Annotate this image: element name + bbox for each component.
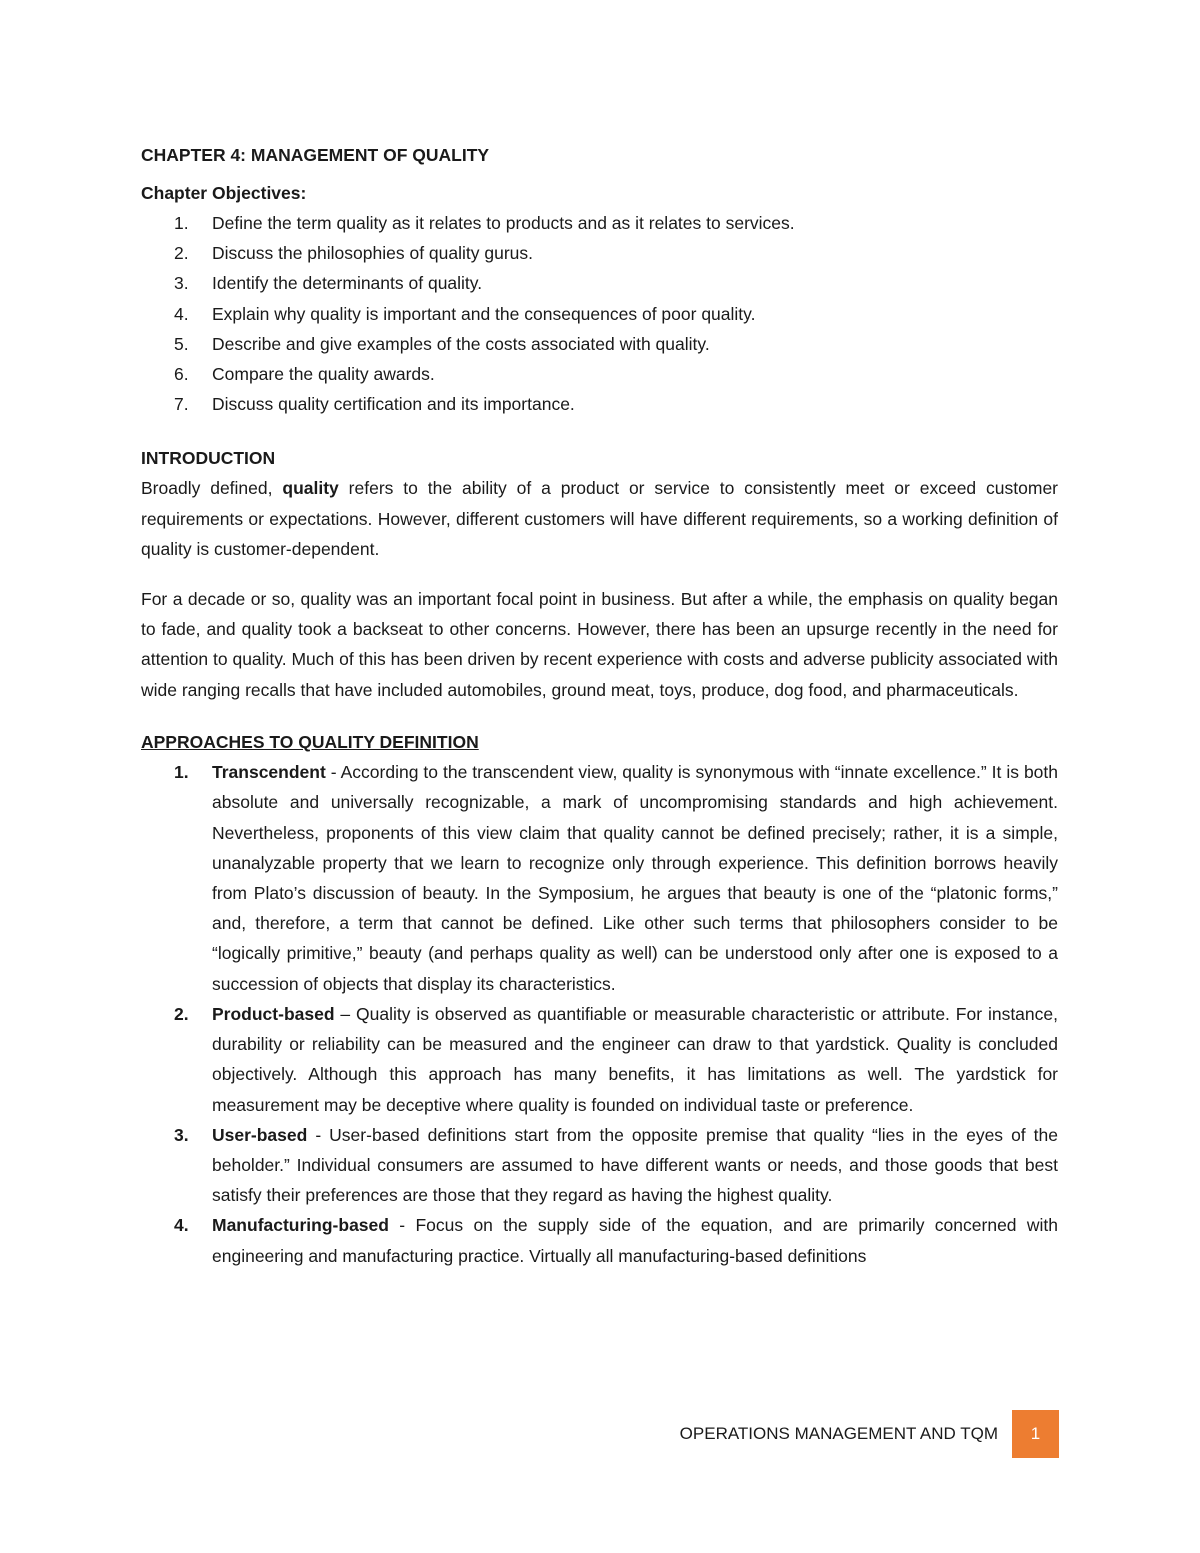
approach-item — [141, 999, 1058, 1120]
footer-title: OPERATIONS MANAGEMENT AND TQM — [679, 1424, 998, 1443]
approach-number: 3. — [174, 1124, 189, 1145]
objective-number: 4. — [174, 303, 189, 324]
objective-item — [141, 299, 1058, 329]
intro-text-before: Broadly defined, — [141, 478, 283, 499]
chapter-title: CHAPTER 4: MANAGEMENT OF QUALITY — [141, 145, 490, 165]
introduction-heading: INTRODUCTION — [141, 448, 276, 469]
approaches-heading: APPROACHES TO QUALITY DEFINITION — [141, 732, 479, 753]
approaches-list — [141, 757, 1058, 1270]
objective-item — [141, 389, 1058, 419]
approach-number: 4. — [174, 1215, 189, 1236]
objectives-label: Chapter Objectives: — [141, 183, 307, 203]
approach-description: – Quality is observed as quantifiable or measurable characteristic or attribute. For instance, durability or reliability can be measured and the engineer can draw to that yardstick. Quality is concluded objectively. Although this approach has many benefits, it has limitations as well. The yardstick for measurement may be deceptive where quality is founded on individual taste or preference. — [212, 1003, 1058, 1115]
introduction-paragraph-2: For a decade or so, quality was an important focal point in business. But after a while, the emphasis on quality began to fade, and quality took a backseat to other concerns. However, there has been an upsurge recently in the need for attention to quality. Much of this has been driven by recent experience with costs and adverse publicity associated with wide ranging recalls that have included automobiles, ground meat, toys, produce, dog food, and pharmaceuticals. — [141, 588, 1058, 700]
objective-number: 5. — [174, 333, 189, 354]
approach-text — [212, 1120, 1058, 1211]
approach-description: - Focus on the supply side of the equation, and are primarily concerned with engineering and manufacturing practice. Virtually all manufacturing-based definitions — [212, 1215, 1058, 1266]
quality-term: quality — [282, 478, 339, 499]
objective-number: 3. — [174, 273, 189, 294]
page-content — [141, 140, 1058, 1271]
objective-item — [141, 359, 1058, 389]
objective-text: Explain why quality is important and the consequences of poor quality. — [212, 303, 756, 324]
approach-term: Transcendent — [212, 762, 326, 783]
approach-number: 1. — [174, 762, 189, 783]
objective-number: 2. — [174, 243, 189, 264]
intro-text-after: refers to the ability of a product or service to consistently meet or exceed customer requirements or expectations. However, different customers will have different requirements, so a working definition of quality is customer-dependent. — [141, 478, 1059, 560]
approach-item — [141, 1210, 1058, 1270]
objective-item — [141, 208, 1058, 238]
approach-item — [141, 757, 1058, 999]
approach-term: User-based — [212, 1124, 308, 1145]
approach-text — [212, 757, 1058, 999]
approach-description: - According to the transcendent view, quality is synonymous with “innate excellence.” It is both absolute and universally recognizable, a mark of uncompromising standards and high achievement. Nevertheless, proponents of this view claim that quality cannot be defined precisely; rather, it is a simple, unanalyzable property that we learn to recognize only through experience. This definition borrows heavily from Plato’s discussion of beauty. In the Symposium, he argues that beauty is one of the “platonic forms,” and, therefore, a term that cannot be defined. Like other such terms that philosophers consider to be “logically primitive,” beauty (and perhaps quality as well) can be understood only after one is exposed to a succession of objects that display its characteristics. — [212, 762, 1058, 994]
approach-text — [212, 999, 1058, 1120]
objective-text: Discuss quality certification and its importance. — [212, 394, 575, 415]
approach-number: 2. — [174, 1003, 189, 1024]
objective-number: 6. — [174, 364, 189, 385]
objective-text: Describe and give examples of the costs associated with quality. — [212, 333, 710, 354]
page-number-badge: 1 — [1012, 1410, 1059, 1458]
objective-text: Discuss the philosophies of quality gurus. — [212, 243, 534, 264]
objective-text: Compare the quality awards. — [212, 364, 435, 385]
objective-item — [141, 238, 1058, 268]
objective-number: 7. — [174, 394, 189, 415]
introduction-paragraph — [141, 473, 1058, 564]
approach-term: Product-based — [212, 1003, 335, 1024]
approach-term: Manufacturing-based — [212, 1215, 389, 1236]
objective-item — [141, 268, 1058, 298]
approach-description: - User-based definitions start from the opposite premise that quality “lies in the eyes of the beholder.” Individual consumers are assumed to have different wants or needs, and those goods that best satisfy their preferences are those that they regard as having the highest quality. — [212, 1124, 1058, 1206]
objective-number: 1. — [174, 213, 189, 233]
objective-text: Define the term quality as it relates to products and as it relates to services. — [212, 213, 795, 233]
approach-item — [141, 1120, 1058, 1211]
approach-text — [212, 1210, 1058, 1270]
objectives-list — [141, 208, 1058, 419]
objective-item — [141, 329, 1058, 359]
objective-text: Identify the determinants of quality. — [212, 273, 483, 294]
